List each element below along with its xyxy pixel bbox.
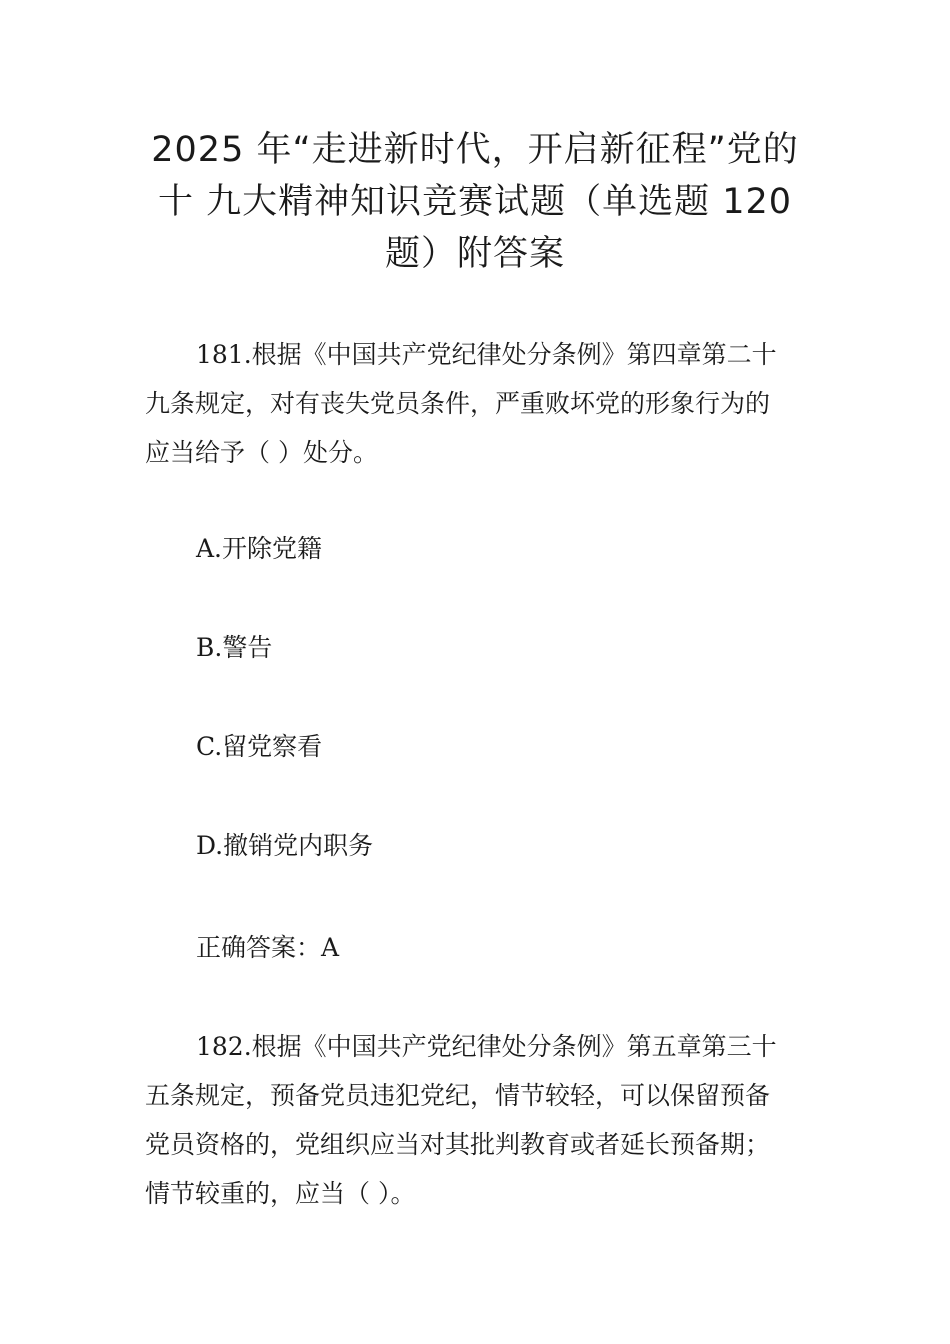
title-line-3: 题）附答案	[384, 234, 565, 274]
question-182	[145, 1022, 815, 1218]
question-181-option-d: D.撤销党内职务	[196, 831, 374, 860]
question-182-line-2: 五条规定，预备党员违犯党纪，情节较轻，可以保留预备	[145, 1081, 771, 1110]
question-182-line-3: 党员资格的，党组织应当对其批判教育或者延长预备期；	[145, 1130, 771, 1159]
question-181	[145, 330, 815, 477]
question-181-answer: 正确答案：A	[196, 933, 340, 962]
title-line-1: 2025 年“走进新时代，开启新征程”党的	[151, 130, 799, 170]
question-182-line-1: 182.根据《中国共产党纪律处分条例》第五章第三十	[196, 1032, 777, 1061]
question-181-option-b: B.警告	[196, 633, 273, 662]
question-181-line-2: 九条规定，对有丧失党员条件，严重败坏党的形象行为的	[145, 389, 771, 418]
question-181-option-a: A.开除党籍	[196, 534, 323, 563]
question-181-line-1: 181.根据《中国共产党纪律处分条例》第四章第二十	[196, 340, 777, 369]
question-181-option-c: C.留党察看	[196, 732, 323, 761]
question-182-line-4: 情节较重的，应当（ ）。	[145, 1179, 416, 1208]
question-181-line-3: 应当给予（ ）处分。	[145, 438, 378, 467]
document-title	[120, 124, 830, 280]
title-line-2: 十 九大精神知识竞赛试题（单选题 120	[157, 182, 793, 222]
